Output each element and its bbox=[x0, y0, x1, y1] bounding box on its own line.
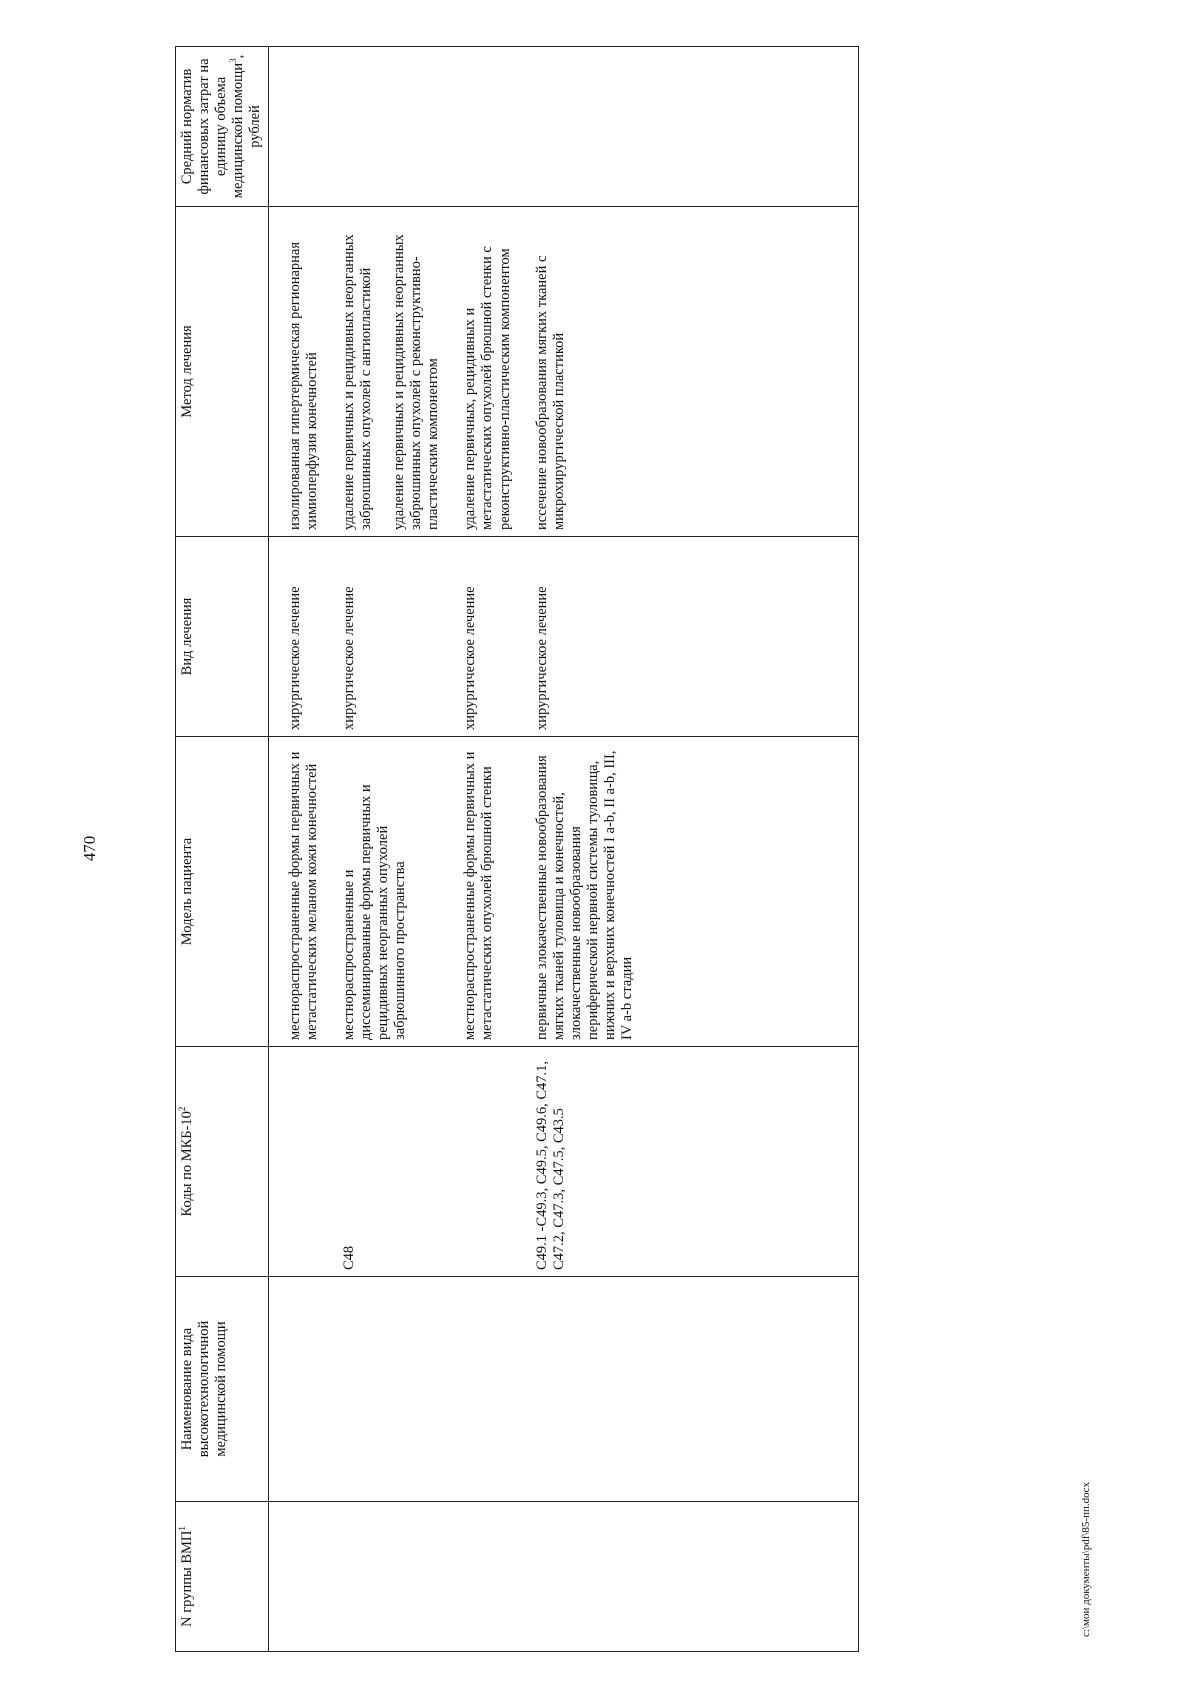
cell-model: первичные злокачественные новообразования мягких тканей туловища и конечностей, злокачественные новообразования периферической нервной системы туловища, нижних и верхних конечностей I a-b, II a-b, III, IV a-b стадии bbox=[534, 737, 859, 1047]
header-patient-model: Модель пациента bbox=[176, 737, 269, 1047]
method-item: удаление первичных и рецидивных неорганных забрюшинных опухолей с реконструктивно-пластическим компонентом bbox=[390, 234, 442, 530]
table-row bbox=[341, 47, 463, 1652]
header-treatment-method: Метод лечения bbox=[176, 207, 269, 537]
cell-group bbox=[534, 1502, 859, 1652]
cell-methods bbox=[268, 207, 341, 537]
table-row bbox=[534, 47, 859, 1652]
table-row bbox=[462, 47, 533, 1652]
cell-methods bbox=[341, 207, 463, 537]
cell-type-name bbox=[268, 1277, 341, 1502]
table-row bbox=[268, 47, 341, 1652]
cell-type-name bbox=[341, 1277, 463, 1502]
header-type-name: Наименование вида высокотехнологичной медицинской помощи bbox=[176, 1277, 269, 1502]
cell-type-name bbox=[534, 1277, 859, 1502]
cell-group bbox=[462, 1502, 533, 1652]
method-item: удаление первичных, рецидивных и метастатических опухолей брюшной стенки с реконструктивно-пластическим компонентом bbox=[462, 246, 513, 530]
cell-methods bbox=[462, 207, 533, 537]
cell-codes: C49.1 -C49.3, C49.5, C49.6, C47.1, C47.2, C47.3, C47.5, C43.5 bbox=[534, 1047, 859, 1277]
cell-treatment-type: хирургическое лечение bbox=[462, 537, 533, 737]
page-number: 470 bbox=[80, 835, 99, 862]
footer-file-path: c:\мои документы\pdf\85-пп.docx bbox=[1080, 1481, 1092, 1637]
cell-codes bbox=[462, 1047, 533, 1277]
cell-methods bbox=[534, 207, 859, 537]
cell-cost bbox=[534, 47, 859, 207]
header-group-number: N группы ВМП$^1$ bbox=[176, 1502, 269, 1652]
table-header-row bbox=[176, 47, 269, 1652]
cell-cost bbox=[341, 47, 463, 207]
method-item: изолированная гипертермическая регионарная химиоперфузия конечностей bbox=[286, 241, 320, 530]
cell-model: местнораспространенные формы первичных и метастатических опухолей брюшной стенки bbox=[462, 737, 533, 1047]
cell-codes bbox=[268, 1047, 341, 1277]
cell-type-name bbox=[462, 1277, 533, 1502]
header-icd-codes: Коды по МКБ-$10^2$ bbox=[176, 1047, 269, 1277]
cell-model: местнораспространенные и диссеминированные формы первичных и рецидивных неорганных опухолей забрюшинного пространства bbox=[341, 737, 463, 1047]
method-item: иссечение новообразования мягких тканей с микрохирургической пластикой bbox=[533, 255, 567, 530]
cell-cost bbox=[462, 47, 533, 207]
method-item: удаление первичных и рецидивных неорганных забрюшинных опухолей с ангиопластикой bbox=[340, 234, 374, 530]
header-treatment-type: Вид лечения bbox=[176, 537, 269, 737]
cell-cost bbox=[268, 47, 341, 207]
cell-treatment-type: хирургическое лечение bbox=[341, 537, 463, 737]
cell-codes: C48 bbox=[341, 1047, 463, 1277]
cell-treatment-type: хирургическое лечение bbox=[534, 537, 859, 737]
cell-model: местнораспространенные формы первичных и метастатических меланом кожи конечностей bbox=[268, 737, 341, 1047]
vmp-table bbox=[175, 46, 859, 1652]
cell-treatment-type: хирургическое лечение bbox=[268, 537, 341, 737]
cell-group bbox=[268, 1502, 341, 1652]
cell-group bbox=[341, 1502, 463, 1652]
header-cost: Средний норматив финансовых затрат на единицу объема медицинской помощи$^3$, рублей bbox=[176, 47, 269, 207]
